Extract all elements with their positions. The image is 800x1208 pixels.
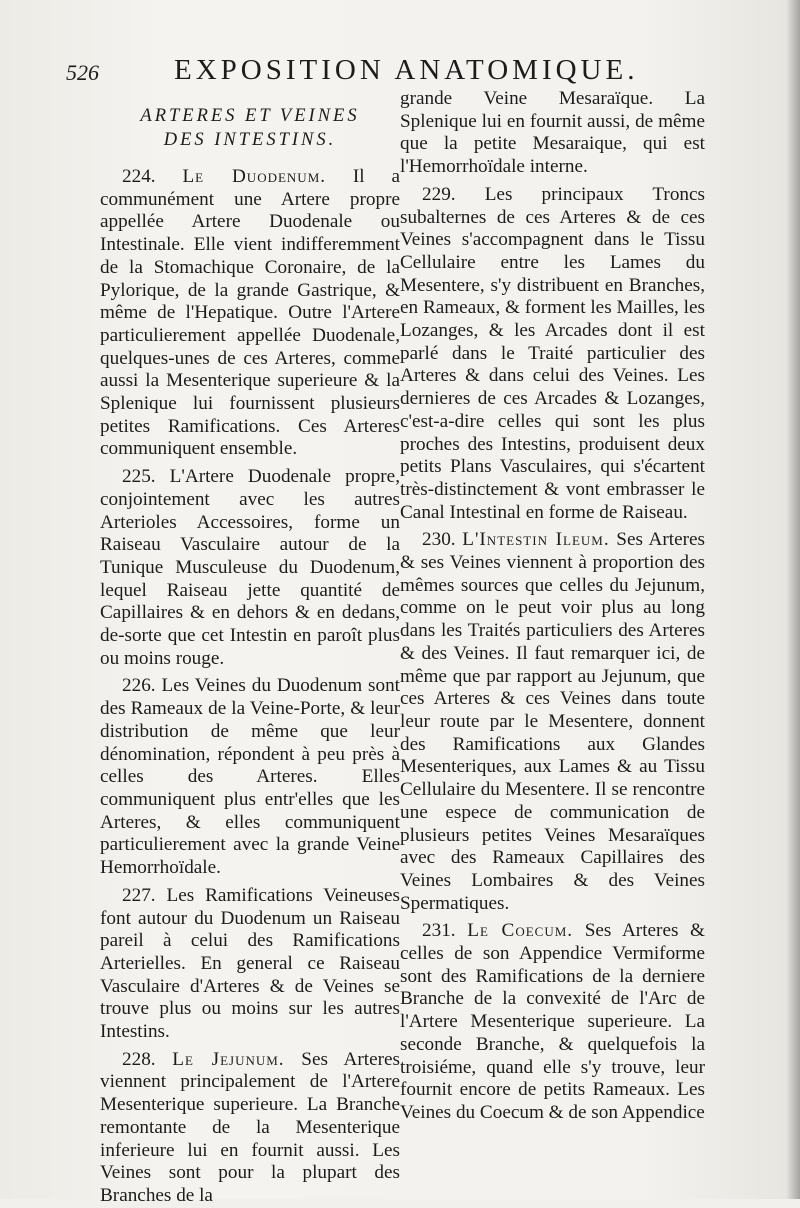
paragraph-lead: L'Intestin Ileum. — [462, 529, 610, 551]
paragraph-227 — [100, 885, 400, 1044]
paragraph-226 — [100, 675, 400, 879]
binding-shadow — [786, 0, 800, 1199]
section-heading-line-1: ARTERES ET VEINES — [140, 106, 360, 126]
paragraph-lead: Le Duodenum. — [182, 166, 327, 187]
paragraph-text: Ses Arteres & ses Veines viennent à proportion des mêmes sources que celles du Jejunum, comme on le peut voir plus au long dans les Traités particuliers des Arteres & des Veines. Il faut remarquer ici, de même que par rapport au Jejunum, que ces Arteres & ces Veines dans toute leur route par le Mesentere, donnent des Ramifications aux Glandes Mesenteriques, aux Lames & au Tissu Cellulaire du Mesentere. Il se rencontre une espece de communication de plusieurs petites Veines Mesaraïques avec des Rameaux Capillaires des Veines Lombaires & des Veines Spermatiques. — [400, 529, 706, 914]
paragraph-number: 226. — [122, 675, 156, 697]
paragraph-number: 228. — [122, 1048, 156, 1070]
paragraph-224 — [100, 166, 400, 461]
continuation-text: grande Veine Mesaraïque. La Splenique lui en fournit aussi, de même que la petite Mesaraique, qui est l'Hemorrhoïdale interne. — [400, 88, 705, 178]
paragraph-number: 224. — [122, 166, 156, 187]
paragraph-text: L'Artere Duodenale propre, conjointement avec les autres Arterioles Accessoires, forme un Raiseau Vasculaire autour de la Tunique Musculeuse du Duodenum, lequel Raiseau jette quantité de Capillaires & en dehors & en dedans, de-sorte que cet Intestin en paroît plus ou moins rouge. — [100, 466, 400, 669]
section-heading — [100, 104, 400, 152]
paragraph-text: Ses Arteres viennent principalement de l'Artere Mesenterique superieure. La Branche remontante de la Mesenterique inferieure lui en fournit aussi. Les Veines sont pour la plupart des Branches de la — [100, 1048, 401, 1206]
paragraph-text: Les principaux Troncs subalternes de ces Arteres & de ces Veines s'accompagnent dans le Tissu Cellulaire entre les Lames du Mesentere, s'y distribuent en Branches, en Rameaux, & forment les Mailles, les Lozanges, & les Arcades dont il est parlé dans le Traité particulier des Arteres & dans celui des Veines. Les dernieres de ces Arcades & Lozanges, c'est-a-dire celles qui sont les plus proches des Intestins, produisent deux petits Plans Vasculaires, qui s'écartent très-distinctement & vont embrasser le Canal Intestinal en forme de Raiseau. — [400, 183, 705, 523]
section-heading-line-2: DES INTESTINS. — [163, 130, 337, 150]
paragraph-231 — [400, 920, 705, 1124]
paragraph-lead: Le Coecum. — [467, 920, 574, 942]
running-title: EXPOSITION ANATOMIQUE. — [174, 54, 639, 86]
paragraph-number: 229. — [422, 183, 456, 205]
paragraph-number: 225. — [122, 466, 156, 488]
paragraph-number: 231. — [422, 920, 456, 942]
paragraph-text: Ses Arteres & celles de son Appendice Vermiforme sont des Ramifications de la derniere Branche de la convexité de l'Arc de l'Artere Mesenterique superieure. La seconde Branche, & quelquefois la troisiéme, quand elle s'y trouve, leur fournit encore de petits Rameaux. Les Veines du Coecum & de son Appendice — [400, 920, 705, 1123]
paragraph-text: Les Ramifications Veineuses font autour du Duodenum un Raiseau pareil à celui des Ramifications Arterielles. En general ce Raiseau Vasculaire d'Arteres & de Veines se trouve plus ou moins sur les autres Intestins. — [100, 884, 400, 1043]
paragraph-lead: Le Jejunum. — [172, 1048, 285, 1070]
page-number: 526 — [66, 60, 99, 85]
paragraph-228 — [100, 1049, 400, 1208]
paragraph-text: Il a communément une Artere propre appellée Artere Duodenale ou Intestinale. Elle vient indifferemment de la Stomachique Coronaire, de la Pylorique, de la grande Gastrique, & même de l'Hepatique. Outre l'Artere particulierement appellée Duodenale, quelques-unes de ces Arteres, comme aussi la Mesenterique superieure & la Splenique lui fournissent plusieurs petites Ramifications. Ces Arteres communiquent ensemble. — [100, 166, 400, 460]
paragraph-229 — [400, 184, 705, 525]
paragraph-225 — [100, 466, 400, 670]
running-head — [56, 52, 656, 92]
paragraph-text: Les Veines du Duodenum sont des Rameaux de la Veine-Porte, & leur distribution de même que leur dénomination, répondent à peu près à celles des Arteres. Elles communiquent plus entr'elles que les Arteres, & elles communiquent particulierement avec la grande Veine Hemorrhoïdale. — [100, 675, 400, 879]
paragraph-number: 227. — [122, 884, 156, 906]
left-column — [100, 96, 400, 1208]
right-column — [400, 88, 705, 1125]
paragraph-230 — [400, 529, 705, 915]
paragraph-number: 230. — [422, 529, 456, 551]
